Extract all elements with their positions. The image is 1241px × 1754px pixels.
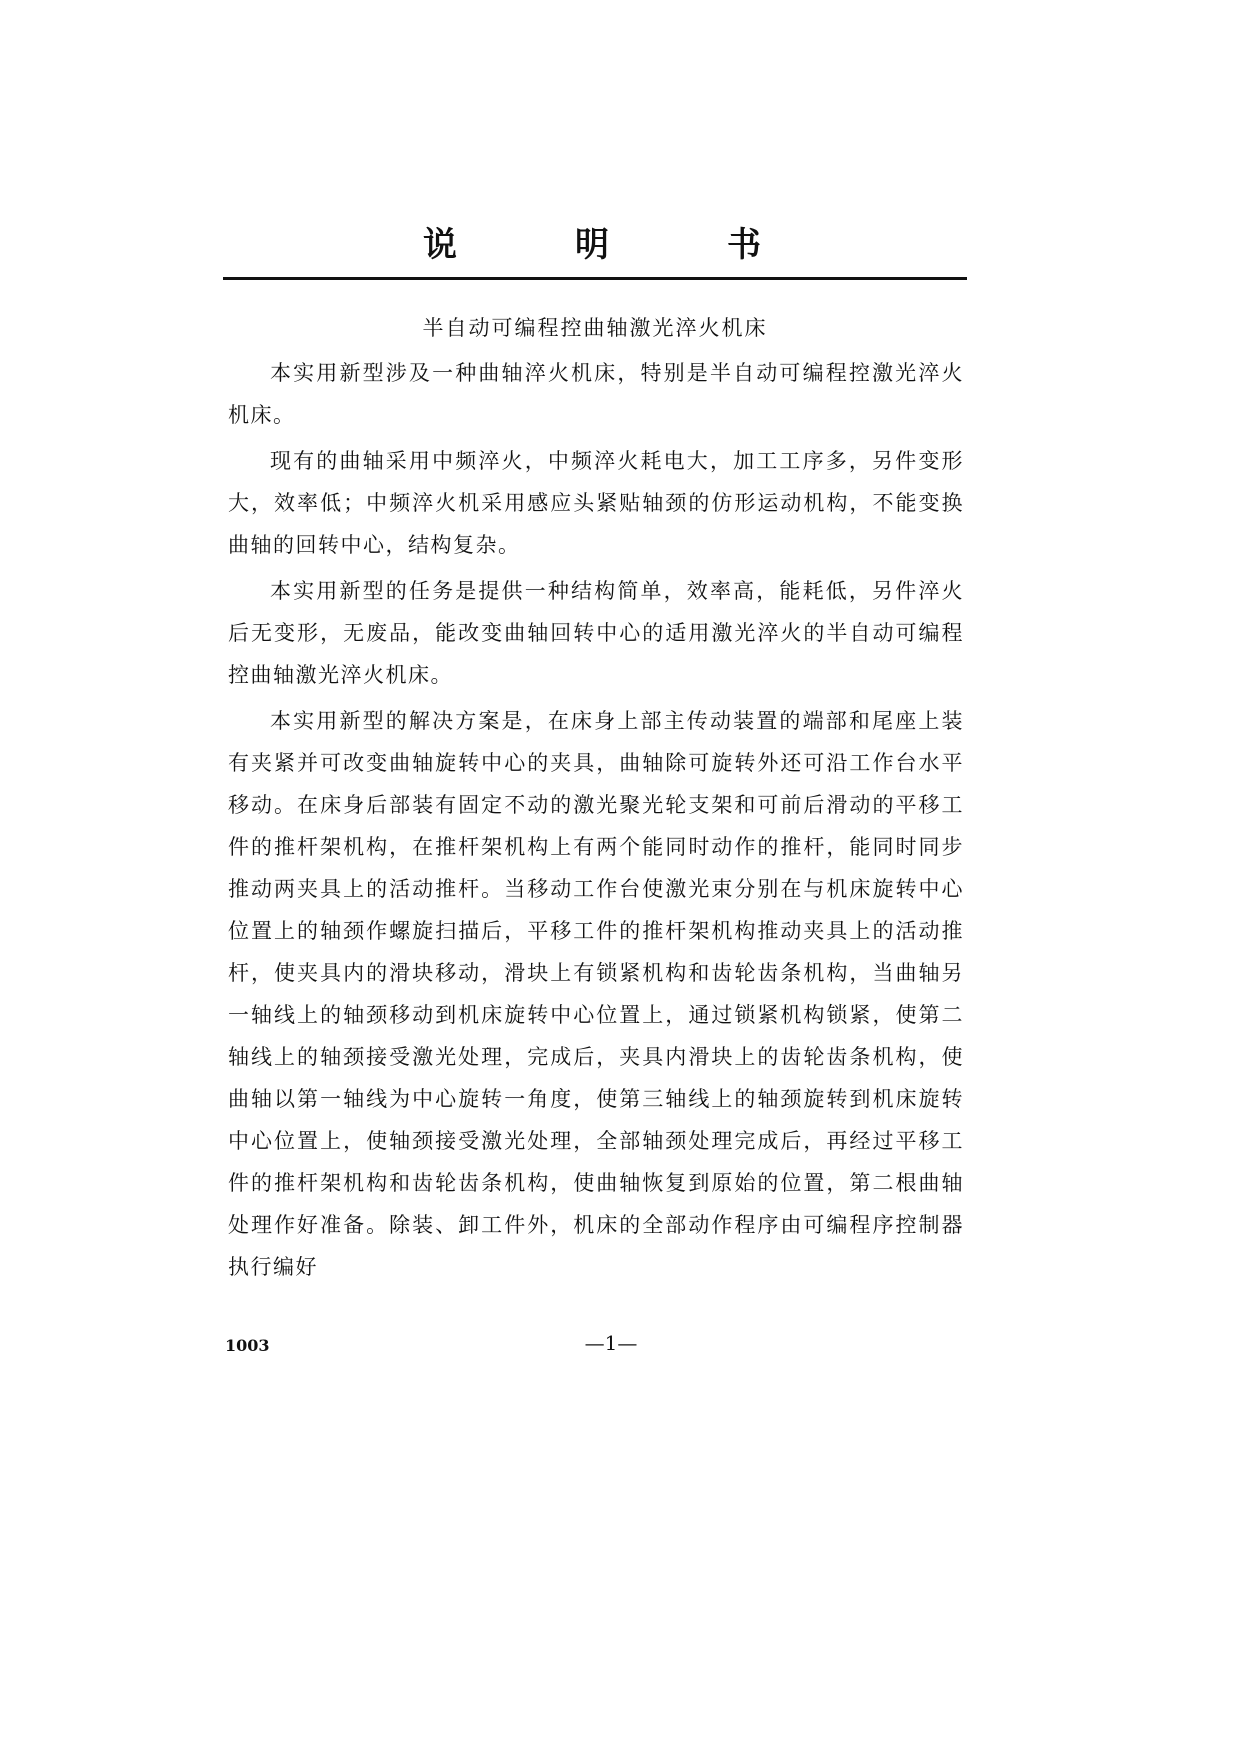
heading-char-1: 说 — [423, 225, 457, 265]
footer-code: 1003 — [225, 1336, 270, 1355]
document-body — [228, 352, 964, 1292]
document-heading — [223, 220, 967, 270]
page-number: —1— — [584, 1331, 638, 1355]
paragraph-1: 本实用新型涉及一种曲轴淬火机床，特别是半自动可编程控激光淬火机床。 — [228, 361, 964, 427]
paragraph-2: 现有的曲轴采用中频淬火，中频淬火耗电大，加工工序多，另件变形大，效率低；中频淬火机采用感应头紧贴轴颈的仿形运动机构，不能变换曲轴的回转中心，结构复杂。 — [228, 449, 964, 557]
heading-char-2: 明 — [575, 225, 609, 265]
paragraph-4: 本实用新型的解决方案是，在床身上部主传动装置的端部和尾座上装有夹紧并可改变曲轴旋转中心的夹具，曲轴除可旋转外还可沿工作台水平移动。在床身后部装有固定不动的激光聚光轮支架和可前后滑动的平移工件的推杆架机构，在推杆架机构上有两个能同时动作的推杆，能同时同步推动两夹具上的活动推杆。当移动工作台使激光束分别在与机床旋转中心位置上的轴颈作螺旋扫描后，平移工件的推杆架机构推动夹具上的活动推杆，使夹具内的滑块移动，滑块上有锁紧机构和齿轮齿条机构，当曲轴另一轴线上的轴颈移动到机床旋转中心位置上，通过锁紧机构锁紧，使第二轴线上的轴颈接受激光处理，完成后，夹具内滑块上的齿轮齿条机构，使曲轴以第一轴线为中心旋转一角度，使第三轴线上的轴颈旋转到机床旋转中心位置上，使轴颈接受激光处理，全部轴颈处理完成后，再经过平移工件的推杆架机构和齿轮齿条机构，使曲轴恢复到原始的位置，第二根曲轴处理作好准备。除装、卸工件外，机床的全部动作程序由可编程序控制器执行编好 — [228, 709, 964, 1279]
heading-char-3: 书 — [727, 225, 761, 265]
document-subtitle: 半自动可编程控曲轴激光淬火机床 — [422, 316, 768, 340]
heading-divider — [223, 277, 967, 280]
paragraph-3: 本实用新型的任务是提供一种结构简单，效率高，能耗低，另件淬火后无变形，无废品，能改变曲轴回转中心的适用激光淬火的半自动可编程控曲轴激光淬火机床。 — [228, 579, 964, 687]
